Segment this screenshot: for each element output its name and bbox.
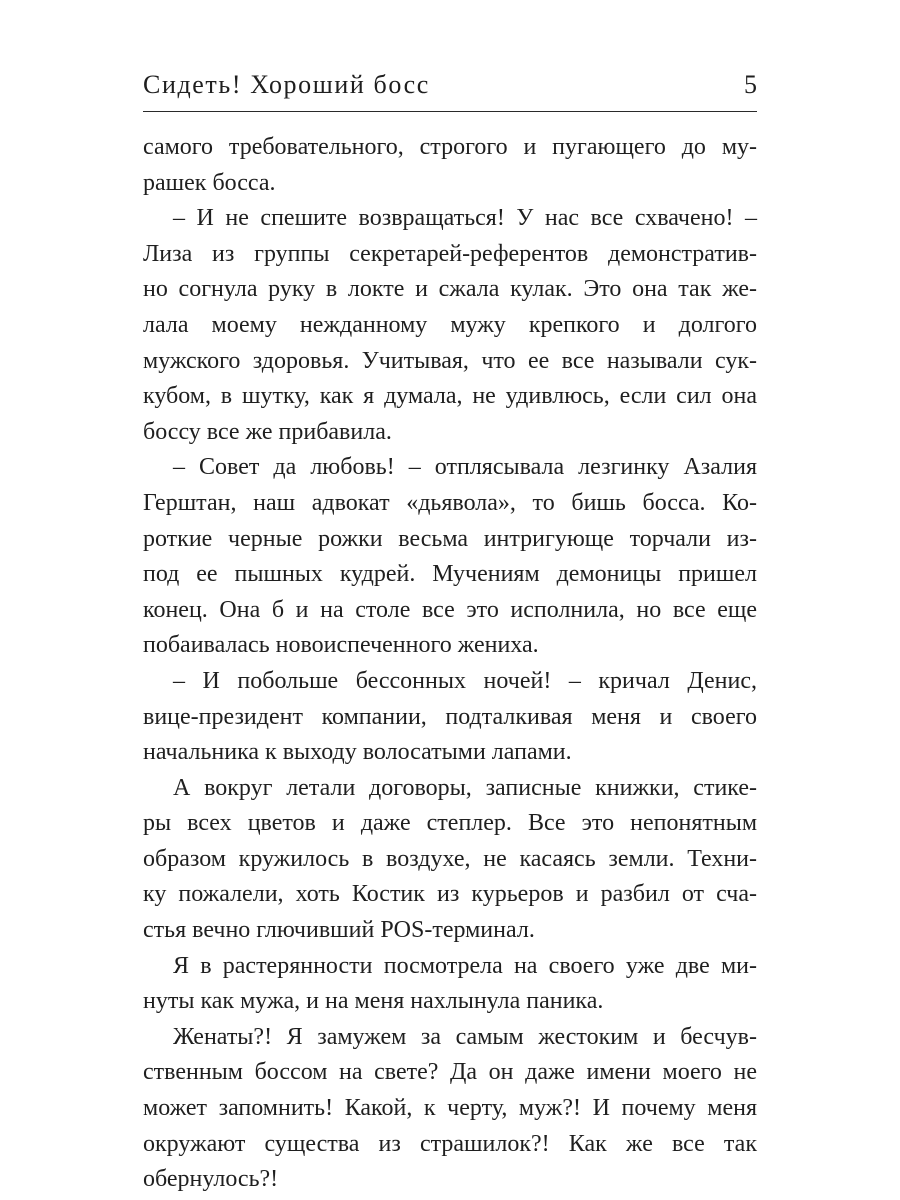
text-line: но согнула руку в локте и сжала кулак. Это она так же-	[143, 276, 757, 303]
text-line: стья вечно глючивший POS-терминал.	[143, 917, 535, 944]
text-line: ку пожалели, хоть Костик из курьеров и разбил от сча-	[143, 881, 757, 908]
text-line: может запомнить! Какой, к черту, муж?! И почему меня	[143, 1095, 757, 1122]
text-line: лала моему нежданному мужу крепкого и долгого	[143, 311, 757, 338]
text-line: начальника к выходу волосатыми лапами.	[143, 739, 572, 766]
header-divider	[143, 111, 757, 112]
paragraph	[143, 664, 757, 771]
paragraph	[143, 1020, 757, 1198]
paragraph	[143, 130, 757, 201]
running-header	[143, 70, 757, 106]
paragraph	[143, 450, 757, 664]
body-text	[143, 130, 757, 1198]
text-line: – Совет да любовь! – отплясывала лезгинку Азалия	[173, 454, 757, 481]
text-line: – И побольше бессонных ночей! – кричал Денис,	[173, 667, 757, 694]
text-line: А вокруг летали договоры, записные книжки, стике-	[173, 774, 757, 801]
text-line: образом кружилось в воздухе, не касаясь земли. Техни-	[143, 845, 757, 872]
text-line: под ее пышных кудрей. Мучениям демоницы пришел	[143, 561, 757, 588]
text-line: роткие черные рожки весьма интригующе торчали из-	[143, 525, 757, 552]
page-number: 5	[744, 70, 757, 99]
text-line: обернулось?!	[143, 1166, 279, 1193]
text-line: мужского здоровья. Учитывая, что ее все называли сук-	[143, 347, 757, 374]
running-header-title: Сидеть! Хороший босс	[143, 70, 430, 99]
text-line: рашек босса.	[143, 169, 276, 196]
text-line: – И не спешите возвращаться! У нас все схвачено! –	[173, 205, 757, 232]
paragraph	[143, 949, 757, 1020]
text-line: побаивалась новоиспеченного жениха.	[143, 632, 539, 659]
text-line: Женаты?! Я замужем за самым жестоким и бесчув-	[173, 1023, 757, 1050]
text-line: конец. Она б и на столе все это исполнила, но все еще	[143, 596, 757, 623]
text-line: Герштан, наш адвокат «дьявола», то бишь босса. Ко-	[143, 489, 757, 516]
text-line: окружают существа из страшилок?! Как же все так	[143, 1130, 757, 1157]
text-line: боссу все же прибавила.	[143, 418, 392, 445]
text-line: вице-президент компании, подталкивая меня и своего	[143, 703, 757, 730]
text-line: самого требовательного, строгого и пугающего до му-	[143, 134, 757, 160]
text-line: ственным боссом на свете? Да он даже имени моего не	[143, 1059, 757, 1086]
text-line: ры всех цветов и даже степлер. Все это непонятным	[143, 810, 757, 837]
text-line: Лиза из группы секретарей-референтов демонстратив-	[143, 240, 757, 267]
paragraph	[143, 771, 757, 949]
text-line: кубом, в шутку, как я думала, не удивлюсь, если сил она	[143, 383, 757, 410]
paragraph	[143, 201, 757, 450]
text-line: нуты как мужа, и на меня нахлынула паника.	[143, 988, 604, 1015]
text-line: Я в растерянности посмотрела на своего уже две ми-	[173, 952, 757, 979]
